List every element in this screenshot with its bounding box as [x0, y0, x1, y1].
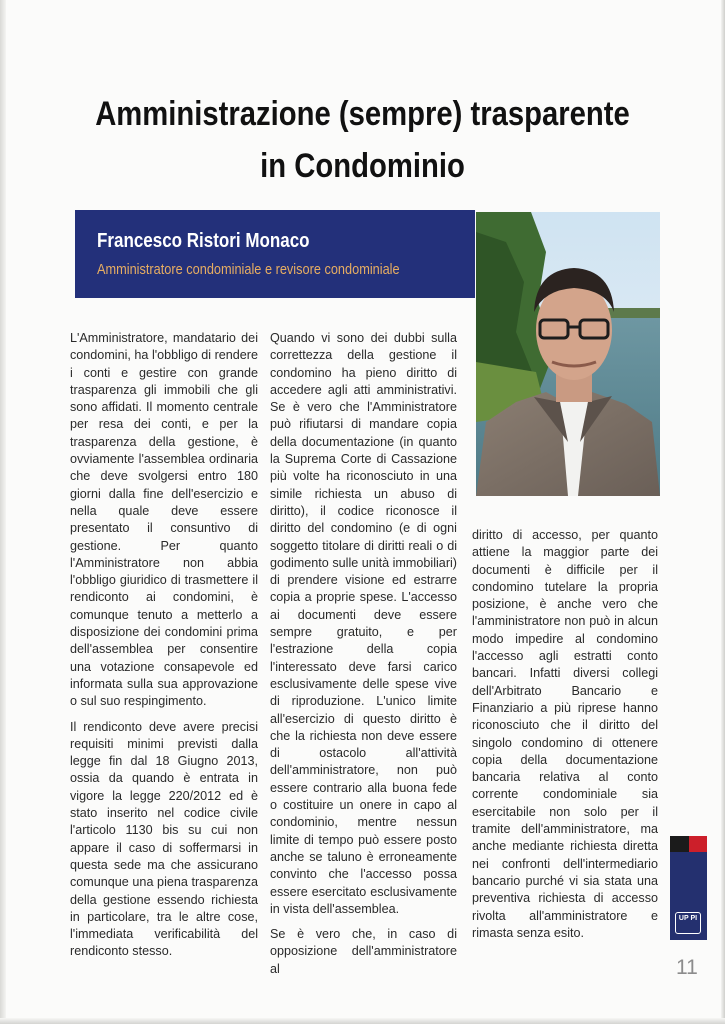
title-line-2: in Condominio: [260, 147, 465, 185]
author-banner: [75, 210, 475, 298]
page-number: 11: [676, 956, 698, 979]
page-edge-left: [0, 0, 6, 1024]
col3-paragraph-1: diritto di accesso, per quanto attiene la maggior parte dei documenti è difficile per il condomino tutelare la propria posizione, è anche vero che l'amministratore non può in alcun modo impedire al condomino l'accesso agli estratti conto bancari. Infatti diversi collegi dell'Arbitrato Bancario e Finanziario a più riprese hanno riconosciuto che il diritto del singolo condomino di ottenere copia della documentazione bancaria relativa al conto corrente condominiale sia esercitabile non solo per il tramite dell'amministratore, ma anche mediante richiesta diretta nei confronti dell'intermediario bancario purché vi sia stata una preventiva richiesta di accesso rivolta all'amministratore e rimasta senza esito.: [472, 528, 658, 940]
author-name: Francesco Ristori Monaco: [97, 230, 310, 252]
article-title: [85, 88, 640, 192]
page-edge-right: [721, 0, 725, 1024]
article-column-2: [270, 330, 457, 986]
col2-paragraph-2: Se è vero che, in caso di opposizione dell'amministratore al: [270, 927, 457, 976]
col1-paragraph-1: L'Amministratore, mandatario dei condomini, ha l'obbligo di rendere i conti e gestire con grande trasparenza gli immobili che gli sono affidati. Il momento centrale per resa dei conti, e per la trasparenza della gestione, è ovviamente l'assemblea ordinaria che deve svolgersi entro 180 giorni dalla fine dell'esercizio e nella quale deve essere presentato il consuntivo di gestione. Per quanto l'Amministratore non abbia l'obbligo giuridico di trasmettere il rendiconto ai condomini, è comunque tenuto a metterlo a disposizione dei condomini prima dell'assemblea per consentire una votazione consapevole ed informata sulla sua approvazione o sul suo respingimento.: [70, 331, 258, 709]
col2-paragraph-1: Quando vi sono dei dubbi sulla correttezza della gestione il condomino ha pieno diritto di accedere agli atti amministrativi. Se è vero che l'Amministratore può rifiutarsi di mandare copia della documentazione (in quanto la Suprema Corte di Cassazione più volte ha riconosciuto in una simile richiesta un abuso di diritto), il codice riconosce il diritto del condomino (e di ogni soggetto titolare di diritti reali o di godimento sulle unità immobiliari) di prendere visione ed estrarre copia a proprie spese. L'accesso ai documenti deve essere sempre gratuito, e per l'estrazione della copia l'interessato deve farsi carico esclusivamente delle spese vive di riproduzione. L'unico limite all'esercizio di questo diritto è che la richiesta non deve essere di ostacolo all'attività dell'amministratore, non può essere contrario alla buona fede o costituire un onere in capo al condominio, mentre nessun limite di tempo può essere posto anche se taluno è erroneamente convinto che l'accesso possa essere esercitato esclusivamente in vista dell'assemblea.: [270, 331, 457, 916]
page-edge-bottom: [0, 1018, 725, 1024]
title-line-1: Amministrazione (sempre) trasparente: [95, 95, 630, 133]
article-column-3: [472, 527, 658, 950]
author-photo-image: [476, 212, 660, 496]
author-photo: [476, 212, 660, 496]
logo-color-strip: [670, 836, 707, 852]
logo-body: [670, 852, 707, 940]
article-column-1: [70, 330, 258, 969]
uppi-logo: [670, 836, 707, 940]
col1-paragraph-2: Il rendiconto deve avere precisi requisiti minimi previsti dalla legge fin dal 18 Giugno 2013, ossia da quando è entrata in vigore la legge 220/2012 ed è stato inserito nel codice civile l'articolo 1130 bis su cui non appare il caso di soffermarsi in questa sede ma che assicurano comunque una piena trasparenza della gestione essendo richiesta in particolare, tra le altre cose, l'immediata verificabilità del rendiconto stesso.: [70, 719, 258, 959]
author-role: Amministratore condominiale e revisore condominiale: [97, 261, 400, 278]
logo-mark-icon: UP PI: [675, 912, 701, 934]
